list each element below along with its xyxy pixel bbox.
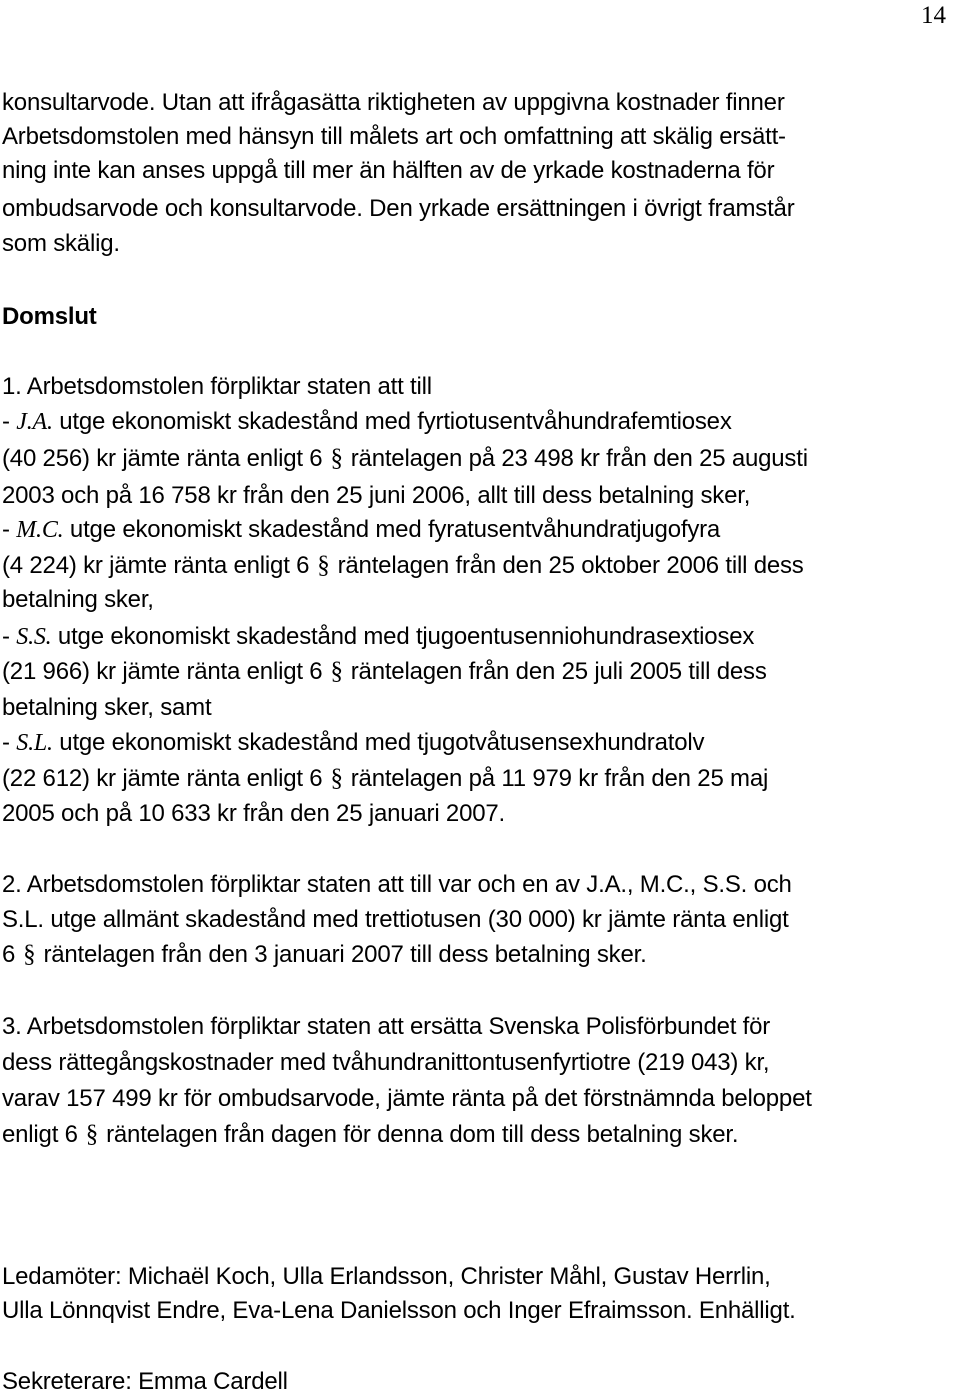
section-sign-icon: § (85, 1121, 99, 1148)
item2-text-3a: 6 (2, 941, 16, 968)
ja-prefix: - (2, 408, 17, 435)
intro-line-4: ombudsarvode och konsultarvode. Den yrkade ersättningen i övrigt framstår (2, 195, 795, 222)
ss-prefix: - (2, 623, 17, 650)
sl-prefix: - (2, 729, 17, 756)
mc-text-1: utge ekonomiskt skadestånd med fyratusentvåhundratjugofyra (63, 516, 721, 543)
members-line2: Ulla Lönnqvist Endre, Eva-Lena Danielsson och Inger Efraimsson. Enhälligt. (2, 1297, 796, 1324)
ja-text-1: utge ekonomiskt skadestånd med fyrtiotusentvåhundrafemtiosex (52, 408, 732, 435)
mc-name: M.C. (16, 517, 64, 543)
item1-sl-line2 (2, 762, 768, 796)
section-sign-icon: § (330, 765, 343, 792)
item2-line1: 2. Arbetsdomstolen förpliktar staten att till var och en av J.A., M.C., S.S. och (2, 871, 792, 898)
ss-name: S.S. (16, 624, 52, 650)
item2-line2: S.L. utge allmänt skadestånd med trettiotusen (30 000) kr jämte ränta enligt (2, 906, 789, 933)
intro-line-5: som skälig. (2, 230, 120, 257)
item3-text-4b: räntelagen från dagen för denna dom till dess betalning sker. (106, 1121, 739, 1148)
ss-text-2b: räntelagen från den 25 juli 2005 till dess (350, 658, 767, 685)
item1-mc-line2 (2, 549, 804, 583)
members-line1: Ledamöter: Michaël Koch, Ulla Erlandsson, Christer Måhl, Gustav Herrlin, (2, 1263, 771, 1290)
section-sign-icon: § (317, 552, 330, 579)
page-number: 14 (921, 2, 946, 29)
item1-sl-line3: 2005 och på 10 633 kr från den 25 januari 2007. (2, 800, 505, 827)
mc-prefix: - (2, 516, 17, 543)
section-sign-icon: § (330, 658, 343, 685)
sl-text-2a: (22 612) kr jämte ränta enligt 6 (2, 765, 323, 792)
item1-ss-line1 (2, 620, 754, 654)
ja-name: J.A. (16, 409, 53, 435)
section-sign-icon: § (330, 445, 343, 472)
item1-ja-line3: 2003 och på 16 758 kr från den 25 juni 2006, allt till dess betalning sker, (2, 482, 751, 509)
section-heading-domslut: Domslut (2, 303, 97, 330)
ja-text-2a: (40 256) kr jämte ränta enligt 6 (2, 445, 323, 472)
intro-line-1: konsultarvode. Utan att ifrågasätta riktigheten av uppgivna kostnader finner (2, 89, 785, 116)
sl-name: S.L. (16, 730, 53, 756)
mc-text-2b: räntelagen från den 25 oktober 2006 till dess (337, 552, 804, 579)
item1-ss-line3: betalning sker, samt (2, 694, 212, 721)
item3-line2: dess rättegångskostnader med tvåhundranittontusenfyrtiotre (219 043) kr, (2, 1049, 770, 1076)
intro-line-2: Arbetsdomstolen med hänsyn till målets art och omfattning att skälig ersätt- (2, 123, 786, 150)
secretary-line: Sekreterare: Emma Cardell (2, 1368, 288, 1395)
item3-line4 (2, 1118, 738, 1152)
ja-text-2b: räntelagen på 23 498 kr från den 25 augusti (350, 445, 808, 472)
ss-text-2a: (21 966) kr jämte ränta enligt 6 (2, 658, 323, 685)
ss-text-1: utge ekonomiskt skadestånd med tjugoentusenniohundrasextiosex (51, 623, 755, 650)
item3-text-4a: enligt 6 (2, 1121, 78, 1148)
item1-mc-line3: betalning sker, (2, 586, 154, 613)
intro-line-3: ning inte kan anses uppgå till mer än hälften av de yrkade kostnaderna för (2, 157, 775, 184)
item1-ss-line2 (2, 655, 767, 689)
item1-ja-line2 (2, 442, 808, 476)
item1-mc-line1 (2, 513, 720, 547)
item1-ja-line1 (2, 405, 732, 439)
item3-line1: 3. Arbetsdomstolen förpliktar staten att ersätta Svenska Polisförbundet för (2, 1013, 771, 1040)
sl-text-1: utge ekonomiskt skadestånd med tjugotvåtusensexhundratolv (52, 729, 705, 756)
item3-line3: varav 157 499 kr för ombudsarvode, jämte ränta på det förstnämnda beloppet (2, 1085, 812, 1112)
item1-line1: 1. Arbetsdomstolen förpliktar staten att till (2, 373, 432, 400)
sl-text-2b: räntelagen på 11 979 kr från den 25 maj (350, 765, 769, 792)
item1-sl-line1 (2, 726, 704, 760)
item2-line3 (2, 938, 647, 972)
section-sign-icon: § (23, 941, 36, 968)
item2-text-3b: räntelagen från den 3 januari 2007 till dess betalning sker. (43, 941, 647, 968)
mc-text-2a: (4 224) kr jämte ränta enligt 6 (2, 552, 310, 579)
